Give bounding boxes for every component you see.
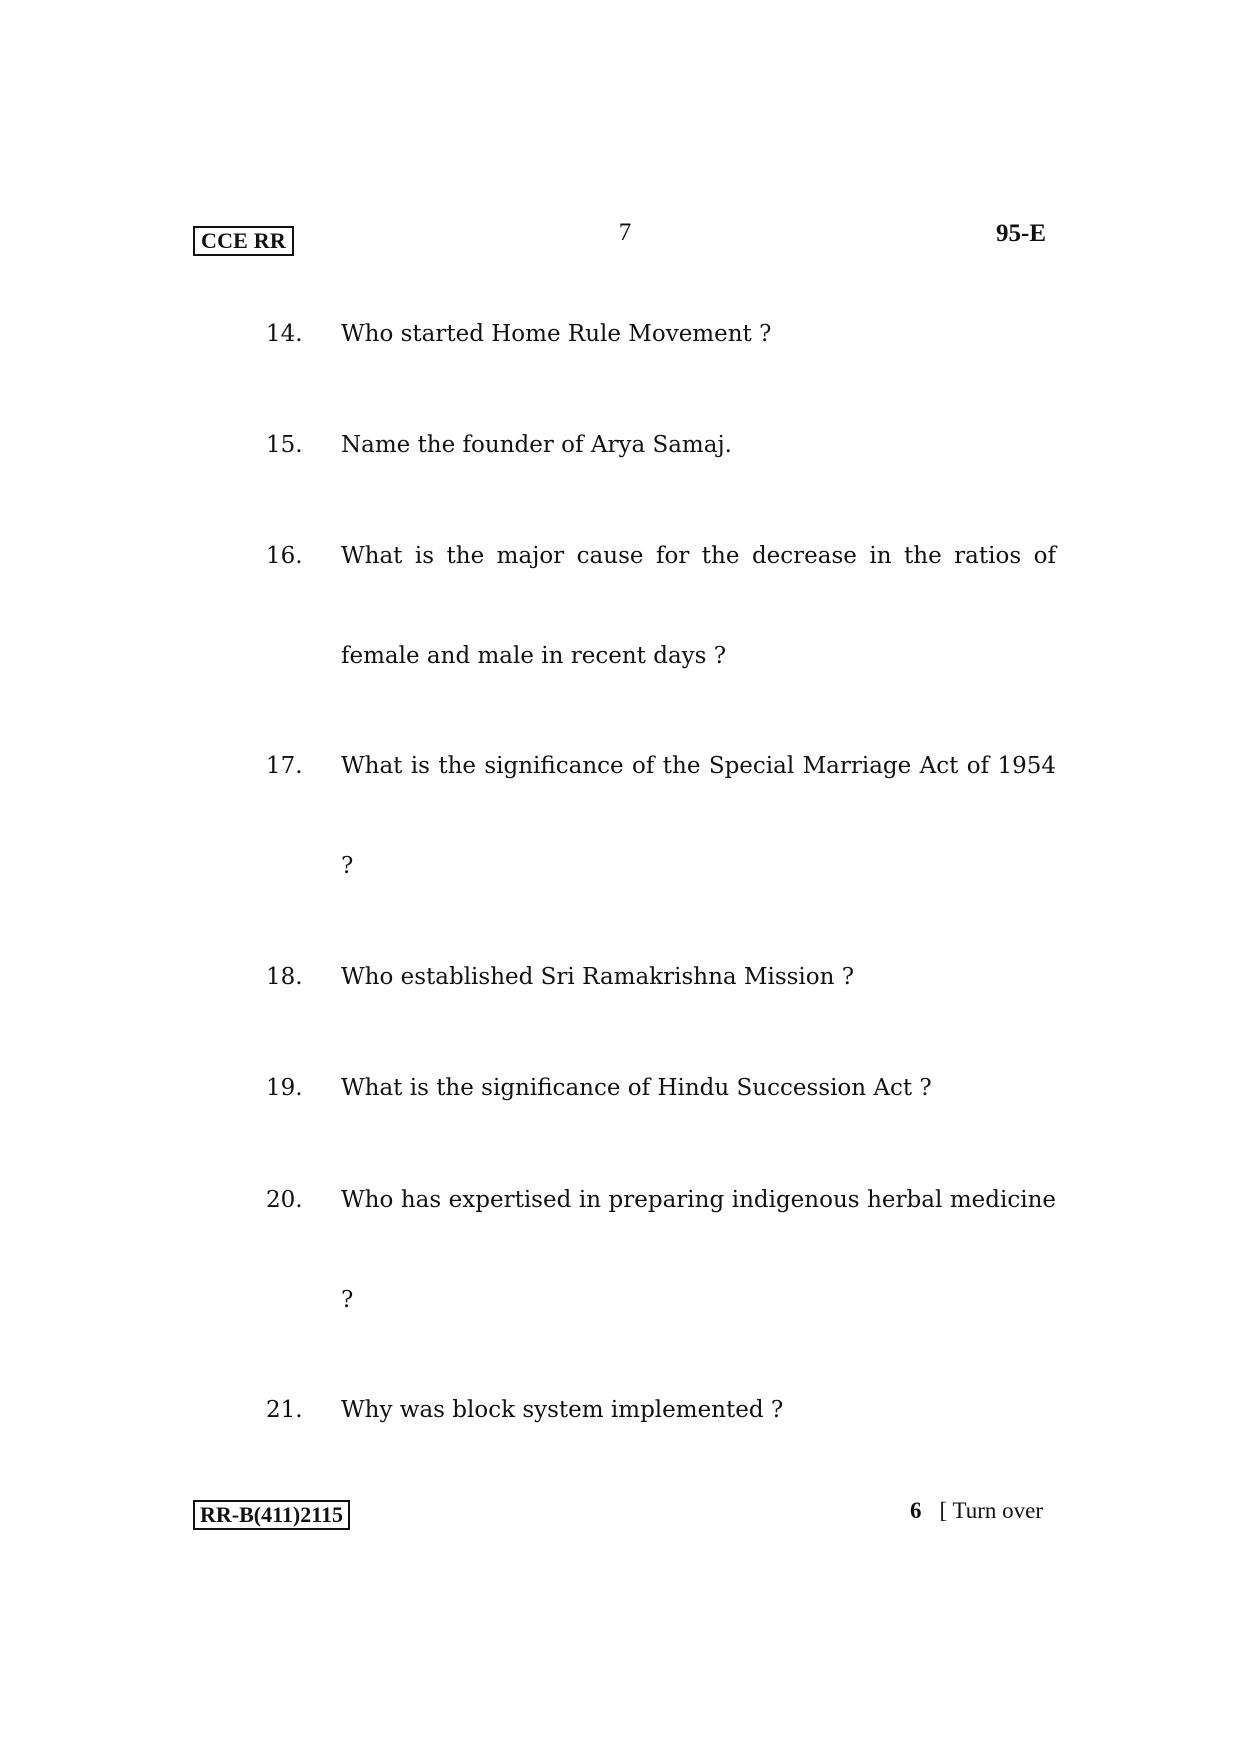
question-text: Who started Home Rule Movement ? [341,321,772,347]
question-number: 20. [266,1187,303,1213]
question-item [266,1184,1056,1384]
paper-code-box: CCE RR [193,226,294,256]
question-number: 19. [266,1075,303,1101]
question-number: 18. [266,964,303,990]
footer-turn-over [910,1496,1043,1526]
question-number: 15. [266,432,303,458]
question-number: 14. [266,321,303,347]
booklet-code-box: RR-B(411)2115 [193,1500,350,1530]
question-number: 16. [266,543,303,569]
question-text: Who established Sri Ramakrishna Mission ? [341,964,855,990]
question-item [266,1394,1056,1494]
question-item [266,750,1056,950]
question-text: Name the founder of Arya Samaj. [341,432,732,458]
question-number: 17. [266,753,303,779]
question-number: 21. [266,1397,303,1423]
question-text: What is the significance of Hindu Succession Act ? [341,1075,932,1101]
question-text: What is the significance of the Special Marriage Act of 1954 ? [341,753,1056,879]
subject-code: 95-E [996,220,1046,247]
turn-over-label: [ Turn over [939,1498,1043,1523]
page-count: 6 [909,1498,922,1523]
question-text: Why was block system implemented ? [341,1397,784,1423]
page-number: 7 [618,219,632,246]
question-text: Who has expertised in preparing indigenous herbal medicine ? [341,1187,1056,1313]
question-item [266,540,1056,740]
question-text: What is the major cause for the decrease in the ratios of female and male in recent days ? [341,543,1056,669]
